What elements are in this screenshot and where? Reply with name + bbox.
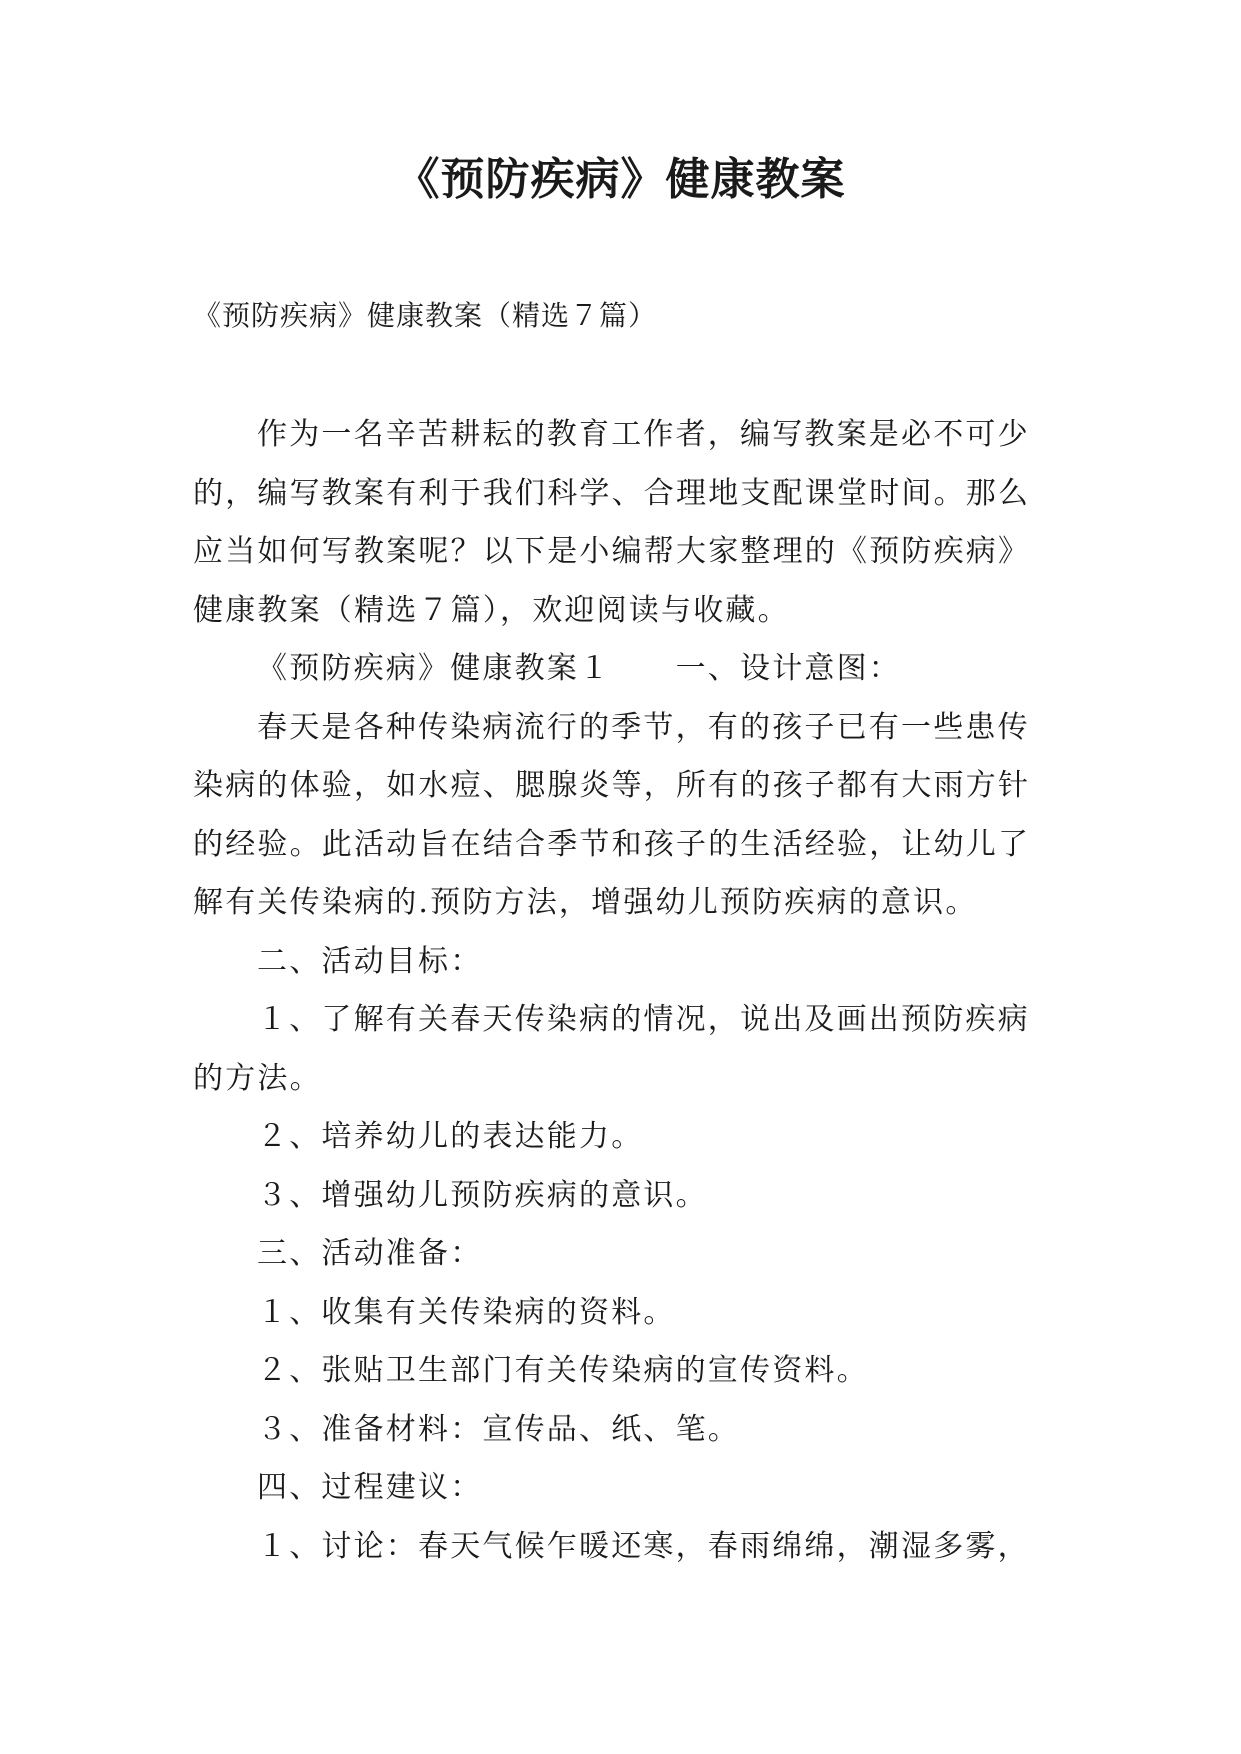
body-line: 的方法。 xyxy=(193,1060,322,1096)
body-line: 的，编写教案有利于我们科学、合理地支配课堂时间。那么 xyxy=(193,475,1031,511)
document-subtitle: 《预防疾病》健康教案（精选７篇） xyxy=(193,299,658,332)
body-line: １、了解有关春天传染病的情况，说出及画出预防疾病 xyxy=(257,1002,1030,1037)
document-title: 《预防疾病》健康教案 xyxy=(395,154,846,205)
body-line: 应当如何写教案呢？以下是小编帮大家整理的《预防疾病》 xyxy=(193,534,1031,569)
body-line: 作为一名辛苦耕耘的教育工作者，编写教案是必不可少 xyxy=(257,417,1030,452)
body-line: 解有关传染病的.预防方法，增强幼儿预防疾病的意识。 xyxy=(193,885,978,920)
document-body xyxy=(193,406,1048,1576)
body-line: 健康教案（精选７篇），欢迎阅读与收藏。 xyxy=(193,592,790,628)
body-line: ２、张贴卫生部门有关传染病的宣传资料。 xyxy=(257,1353,869,1388)
body-line: ２、培养幼儿的表达能力。 xyxy=(257,1119,644,1154)
body-line: 《预防疾病》健康教案１ 一、设计意图： xyxy=(257,651,901,686)
body-line: 三、活动准备： xyxy=(257,1236,483,1271)
body-line: ３、增强幼儿预防疾病的意识。 xyxy=(257,1177,708,1213)
body-line: ３、准备材料：宣传品、纸、笔。 xyxy=(257,1411,740,1447)
body-line: 的经验。此活动旨在结合季节和孩子的生活经验，让幼儿了 xyxy=(193,826,1031,862)
body-line: １、讨论：春天气候乍暖还寒，春雨绵绵，潮湿多雾， xyxy=(257,1528,1030,1564)
body-line: 染病的体验，如水痘、腮腺炎等，所有的孩子都有大雨方针 xyxy=(193,768,1031,803)
body-line: 春天是各种传染病流行的季节，有的孩子已有一些患传 xyxy=(257,709,1030,745)
body-line: 四、过程建议： xyxy=(257,1470,483,1505)
body-line: １、收集有关传染病的资料。 xyxy=(257,1294,676,1330)
body-line: 二、活动目标： xyxy=(257,943,483,979)
